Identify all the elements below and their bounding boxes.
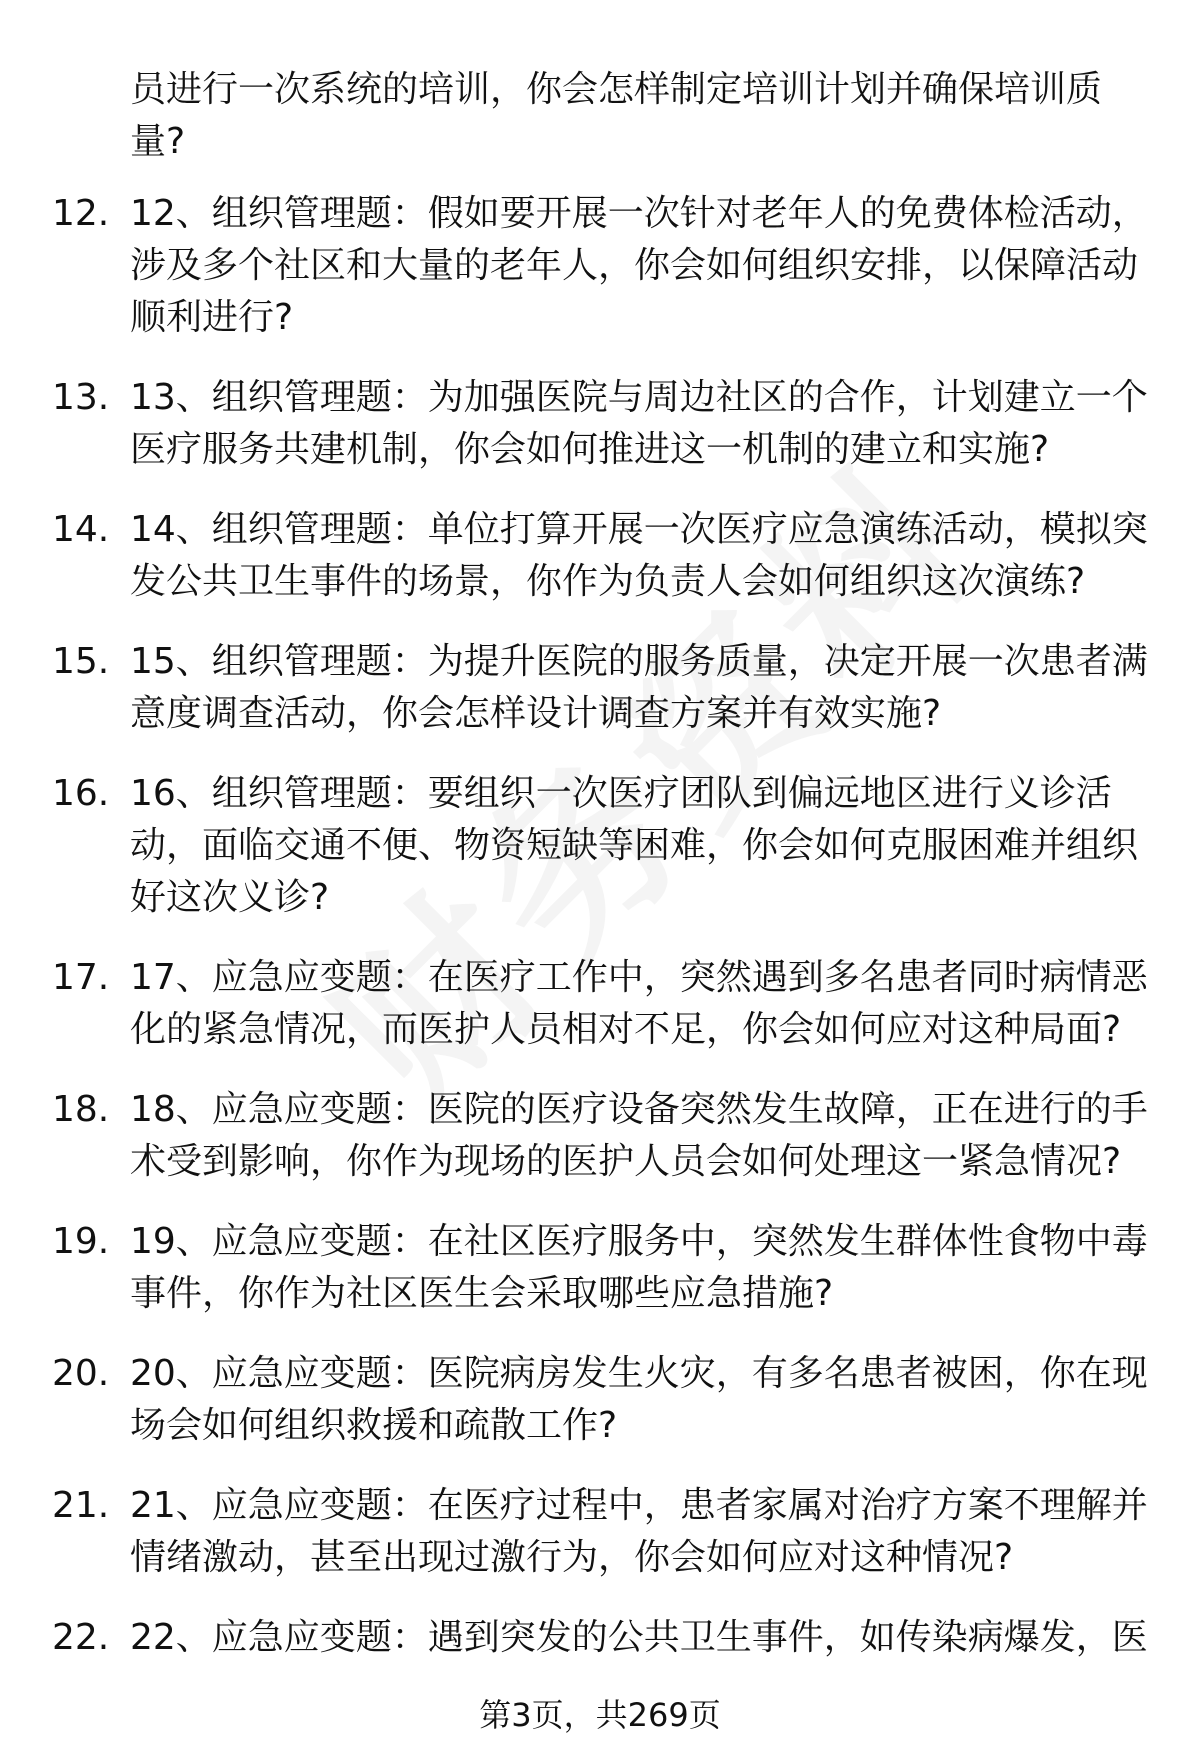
question-number: 17. — [52, 957, 110, 998]
question-text: 20、应急应变题：医院病房发生火灾，有多名患者被困，你在现场会如何组织救援和疏散工作? — [130, 1353, 1148, 1446]
list-item — [0, 636, 1150, 740]
question-number: 14. — [52, 509, 110, 550]
question-text: 19、应急应变题：在社区医疗服务中，突然发生群体性食物中毒事件，你作为社区医生会采取哪些应急措施? — [130, 1221, 1148, 1314]
question-text: 15、组织管理题：为提升医院的服务质量，决定开展一次患者满意度调查活动，你会怎样设计调查方案并有效实施? — [130, 641, 1148, 734]
question-number: 12. — [52, 193, 110, 234]
question-list — [0, 188, 1200, 1692]
question-number: 22. — [52, 1617, 110, 1658]
question-number: 13. — [52, 377, 110, 418]
question-number: 18. — [52, 1089, 110, 1130]
list-item — [0, 952, 1150, 1056]
list-item — [0, 768, 1150, 924]
question-text: 16、组织管理题：要组织一次医疗团队到偏远地区进行义诊活动，面临交通不便、物资短缺等困难，你会如何克服困难并组织好这次义诊? — [130, 773, 1139, 918]
question-number: 19. — [52, 1221, 110, 1262]
list-item — [0, 1216, 1150, 1320]
question-text: 17、应急应变题：在医疗工作中，突然遇到多名患者同时病情恶化的紧急情况，而医护人员相对不足，你会如何应对这种局面? — [130, 957, 1148, 1050]
list-item — [0, 188, 1150, 344]
page-footer: 第3页，共269页 — [479, 1696, 721, 1734]
list-item — [0, 372, 1150, 476]
question-number: 16. — [52, 773, 110, 814]
question-number: 20. — [52, 1353, 110, 1394]
question-number: 15. — [52, 641, 110, 682]
question-text: 14、组织管理题：单位打算开展一次医疗应急演练活动，模拟突发公共卫生事件的场景，你作为负责人会如何组织这次演练? — [130, 509, 1148, 602]
question-number: 21. — [52, 1485, 110, 1526]
list-item — [0, 1348, 1150, 1452]
list-item — [0, 1084, 1150, 1188]
question-text: 13、组织管理题：为加强医院与周边社区的合作，计划建立一个医疗服务共建机制，你会如何推进这一机制的建立和实施? — [130, 377, 1148, 470]
list-item — [0, 504, 1150, 608]
question-text: 21、应急应变题：在医疗过程中，患者家属对治疗方案不理解并情绪激动，甚至出现过激行为，你会如何应对这种情况? — [130, 1485, 1148, 1578]
question-text: 18、应急应变题：医院的医疗设备突然发生故障，正在进行的手术受到影响，你作为现场的医护人员会如何处理这一紧急情况? — [130, 1089, 1148, 1182]
question-text: 22、应急应变题：遇到突发的公共卫生事件，如传染病爆发，医 — [130, 1617, 1148, 1658]
list-item — [0, 1480, 1150, 1584]
question-11-continuation: 员进行一次系统的培训，你会怎样制定培训计划并确保培训质量? — [130, 69, 1103, 162]
list-item — [0, 1612, 1150, 1664]
question-text: 12、组织管理题：假如要开展一次针对老年人的免费体检活动，涉及多个社区和大量的老年人，你会如何组织安排，以保障活动顺利进行? — [130, 193, 1148, 338]
